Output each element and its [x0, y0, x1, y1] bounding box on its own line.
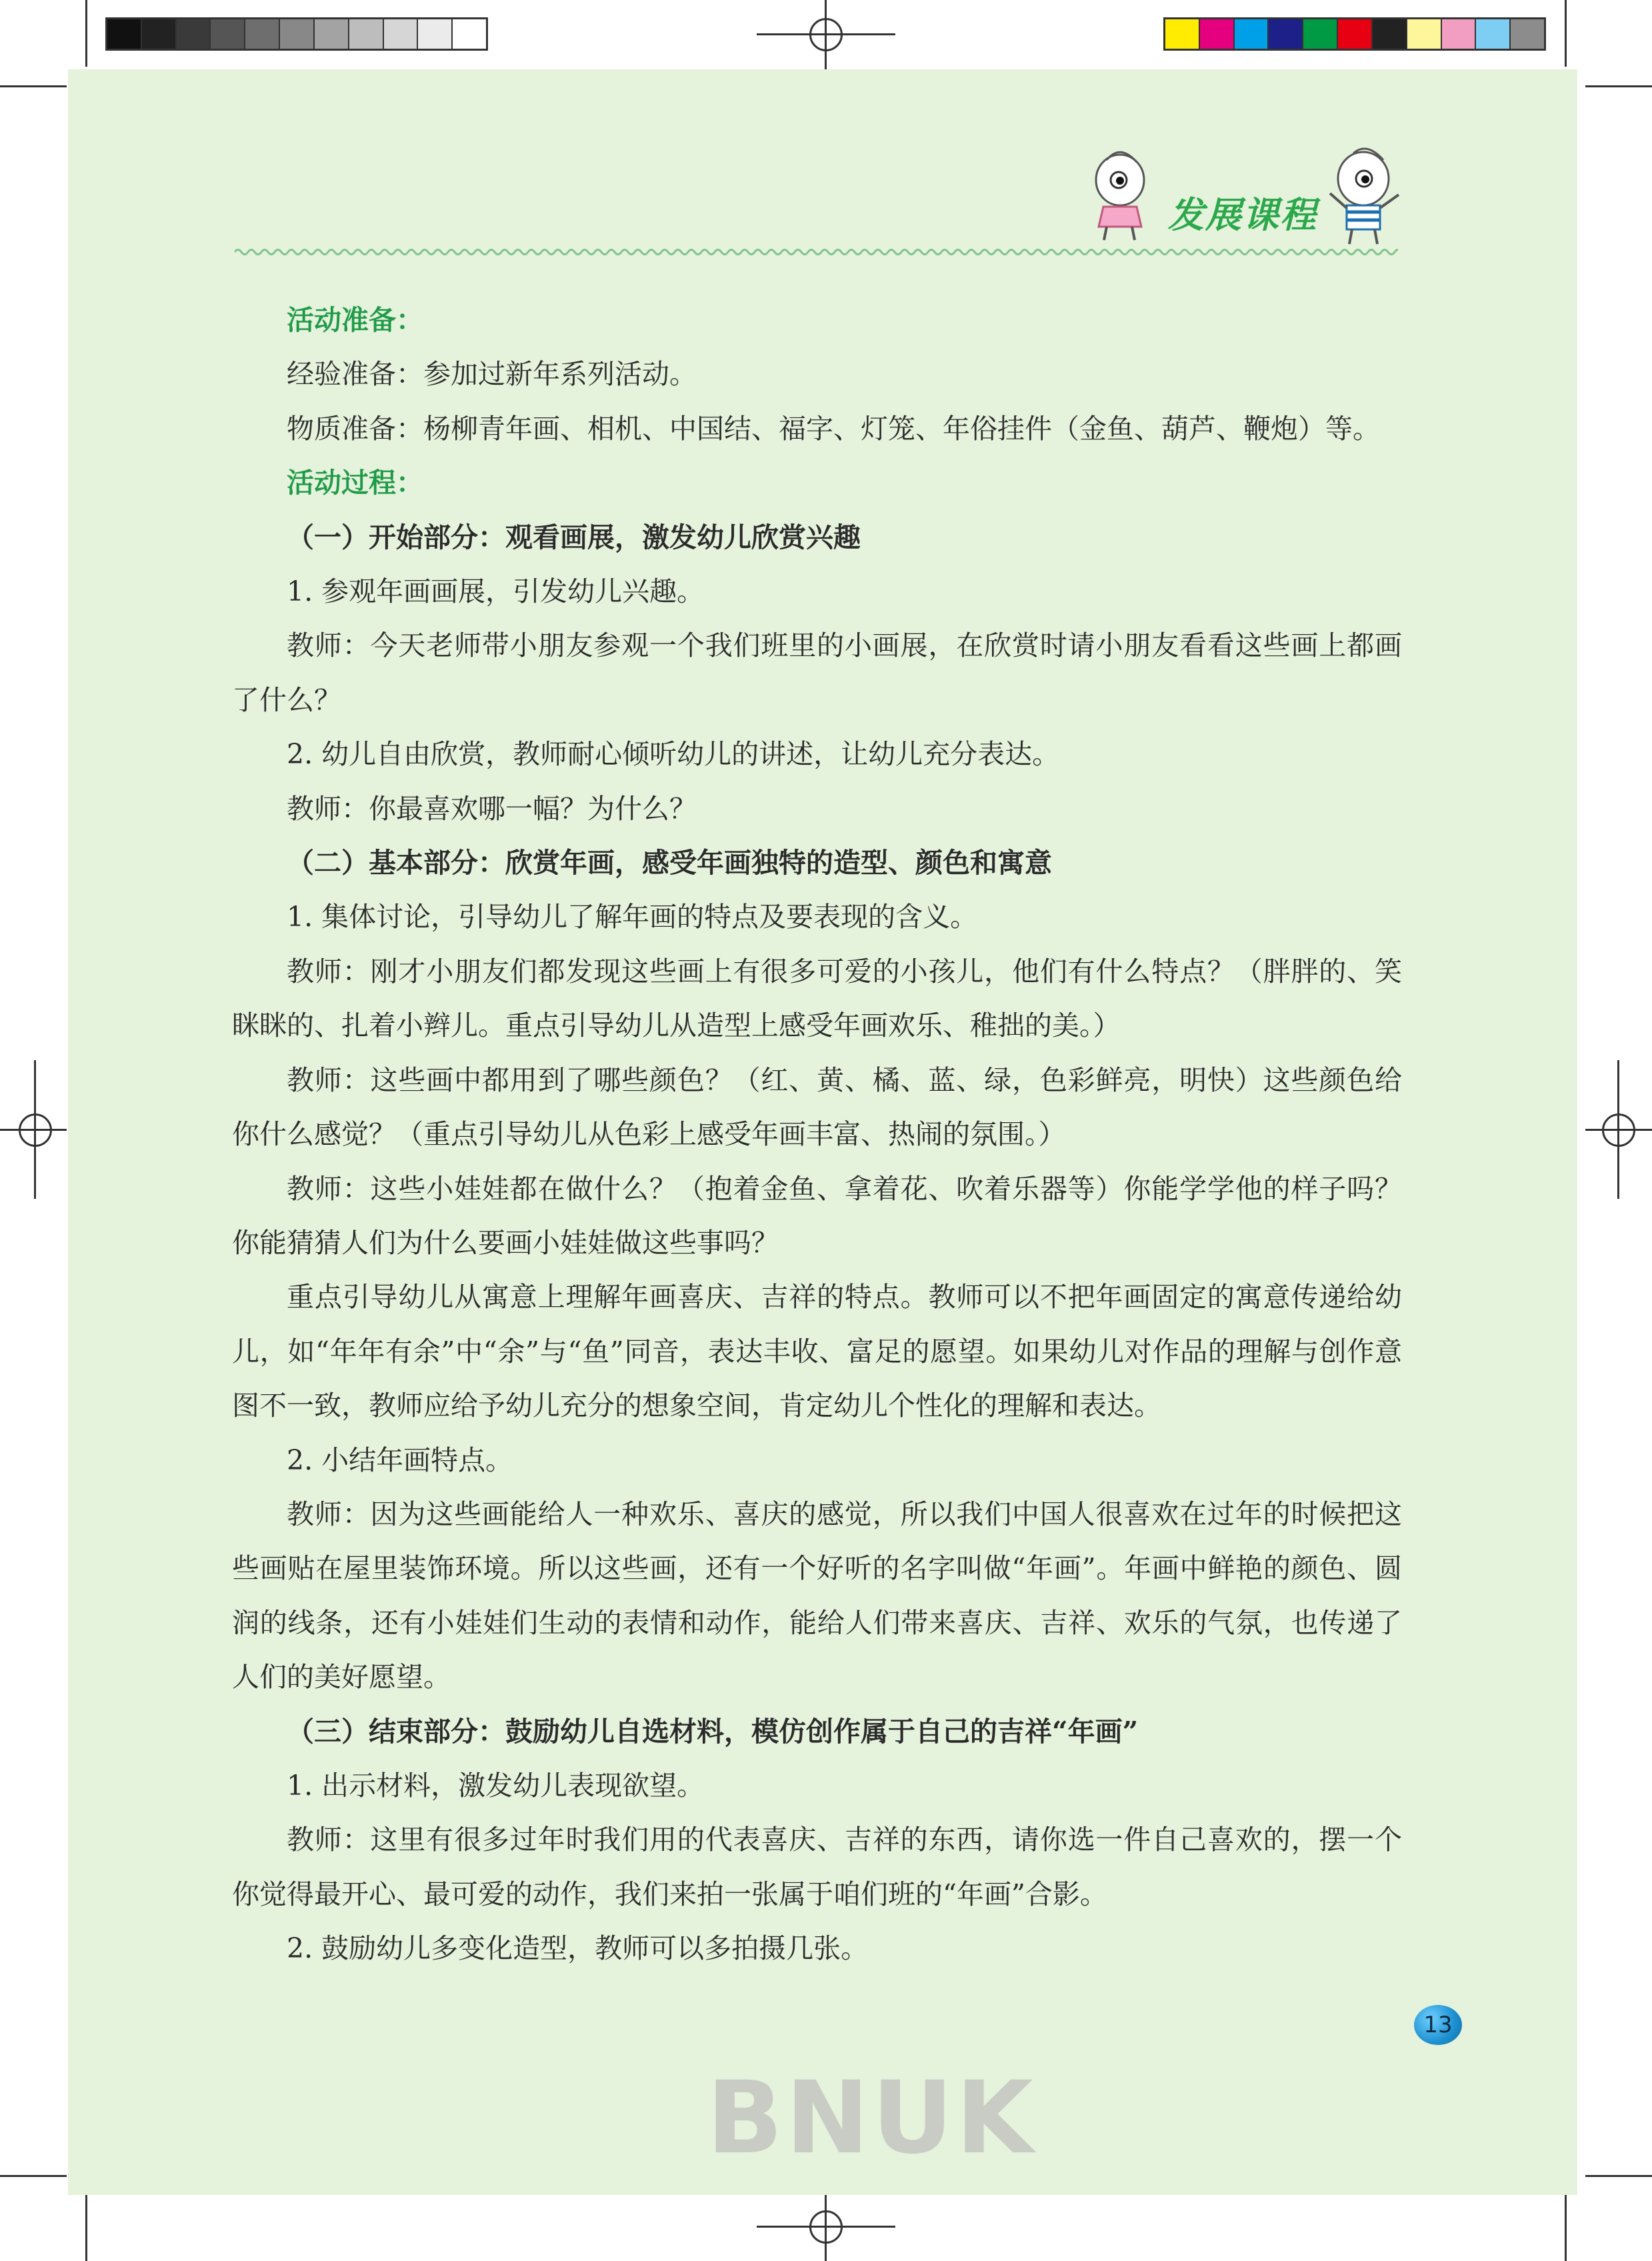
registration-circle: [1602, 1113, 1635, 1147]
heading-process: 活动过程：: [287, 467, 423, 499]
mascot-girl-icon: [1080, 150, 1160, 243]
watermark: BNUK: [707, 2060, 1036, 2176]
paragraph: 教师：今天老师带小朋友参观一个我们班里的小画展，在欣赏时请小朋友看看这些画上都画了什么？: [232, 629, 1402, 716]
page-number-badge: 13: [1414, 2005, 1462, 2045]
paragraph: 1. 集体讨论，引导幼儿了解年画的特点及要表现的含义。: [287, 901, 978, 933]
paragraph: 2. 鼓励幼儿多变化造型，教师可以多拍摄几张。: [287, 1932, 869, 1965]
paragraph: 物质准备：杨柳青年画、相机、中国结、福字、灯笼、年俗挂件（金鱼、葫芦、鞭炮）等。: [287, 412, 1380, 445]
heading-preparation: 活动准备：: [287, 304, 423, 336]
crop-mark: [0, 85, 67, 87]
paragraph: 2. 幼儿自由欣赏，教师耐心倾听幼儿的讲述，让幼儿充分表达。: [287, 738, 1060, 771]
crop-mark: [1585, 2175, 1652, 2177]
crop-mark: [0, 2175, 67, 2177]
color-calibration-bar: [1163, 17, 1546, 51]
subheading-part-3: （三）结束部分：鼓励幼儿自选材料，模仿创作属于自己的吉祥“年画”: [287, 1715, 1139, 1748]
wavy-divider: [235, 245, 1398, 259]
grayscale-bar: [105, 17, 488, 51]
paragraph: 教师：这些小娃娃都在做什么？（抱着金鱼、拿着花、吹着乐器等）你能学学他的样子吗？你能猜猜人们为什么要画小娃娃做这些事吗？: [232, 1172, 1402, 1259]
crop-mark: [85, 0, 87, 67]
subheading-part-1: （一）开始部分：观看画展，激发幼儿欣赏兴趣: [287, 521, 861, 553]
paragraph: 教师：这些画中都用到了哪些颜色？（红、黄、橘、蓝、绿，色彩鲜亮，明快）这些颜色给你什么感觉？（重点引导幼儿从色彩上感受年画丰富、热闹的氛围。）: [232, 1063, 1402, 1151]
registration-circle: [19, 1113, 52, 1147]
paragraph: 教师：因为这些画能给人一种欢乐、喜庆的感觉，所以我们中国人很喜欢在过年的时候把这些画贴在屋里装饰环境。所以这些画，还有一个好听的名字叫做“年画”。年画中鲜艳的颜色、圆润的线条，还有小娃娃们生动的表情和动作，能给人们带来喜庆、吉祥、欢乐的气氛，也传递了人们的美好愿望。: [232, 1498, 1402, 1694]
paragraph: 教师：这里有很多过年时我们用的代表喜庆、吉祥的东西，请你选一件自己喜欢的，摆一个你觉得最开心、最可爱的动作，我们来拍一张属于咱们班的“年画”合影。: [232, 1824, 1402, 1910]
crop-mark: [1585, 85, 1652, 87]
section-title: 发展课程: [1168, 194, 1317, 236]
paragraph: 经验准备：参加过新年系列活动。: [287, 358, 697, 391]
paragraph: 重点引导幼儿从寓意上理解年画喜庆、吉祥的特点。教师可以不把年画固定的寓意传递给幼儿，如“年年有余”中“余”与“鱼”同音，表达丰收、富足的愿望。如果幼儿对作品的理解与创作意图不一致，教师应给予幼儿充分的想象空间，肯定幼儿个性化的理解和表达。: [232, 1281, 1402, 1422]
crop-mark: [85, 2194, 87, 2261]
paragraph: 1. 参观年画画展，引发幼儿兴趣。: [287, 575, 705, 608]
registration-circle: [809, 18, 843, 51]
paragraph: 2. 小结年画特点。: [287, 1444, 513, 1476]
subheading-part-2: （二）基本部分：欣赏年画，感受年画独特的造型、颜色和寓意: [287, 847, 1052, 879]
mascot-boy-icon: [1320, 147, 1407, 247]
paragraph: 教师：刚才小朋友们都发现这些画上有很多可爱的小孩儿，他们有什么特点？（胖胖的、笑眯眯的、扎着小辫儿。重点引导幼儿从造型上感受年画欢乐、稚拙的美。）: [232, 955, 1402, 1042]
paragraph: 教师：你最喜欢哪一幅？为什么？: [287, 792, 697, 825]
crop-mark: [1565, 2194, 1567, 2261]
crop-mark: [1565, 0, 1567, 67]
registration-circle: [809, 2210, 843, 2244]
paragraph: 1. 出示材料，激发幼儿表现欲望。: [287, 1769, 705, 1802]
document-body: [232, 293, 1402, 1976]
